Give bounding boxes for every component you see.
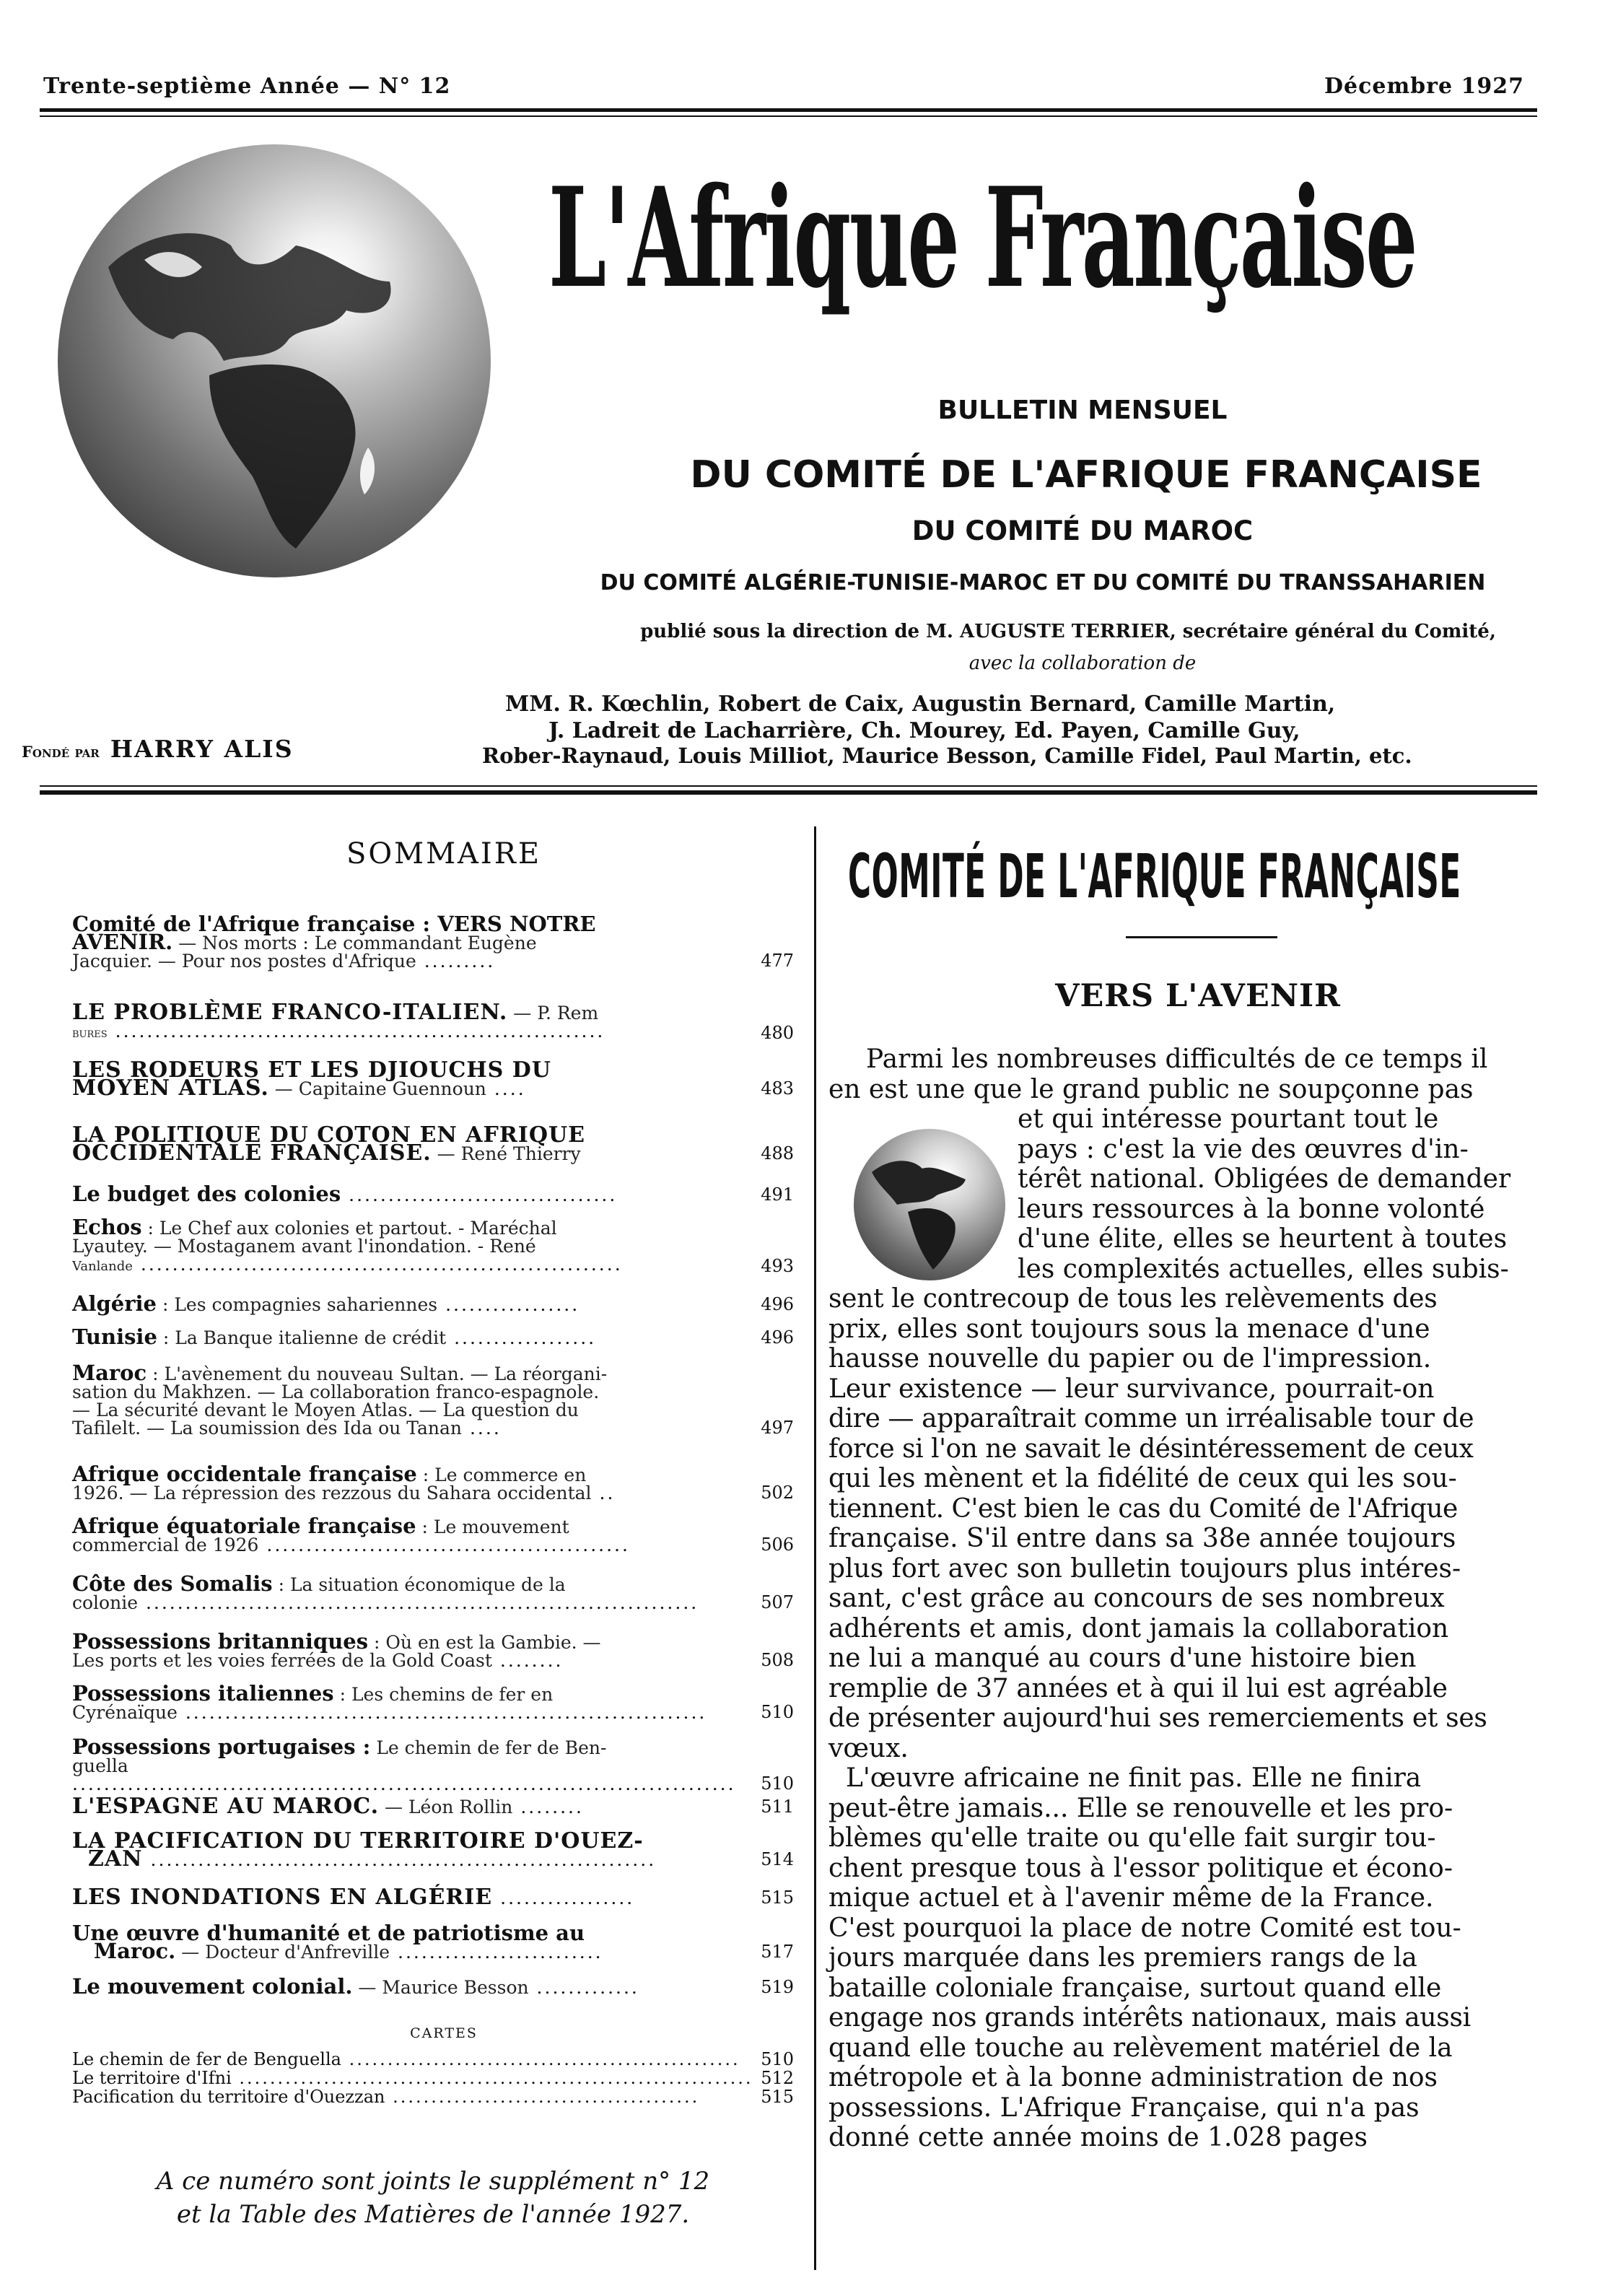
founder-credit	[22, 735, 294, 763]
header-rule-thick	[40, 790, 1537, 795]
article-line: pays : c'est la vie des œuvres d'in-	[1018, 1134, 1469, 1164]
toc-page: 491	[756, 1186, 794, 1204]
sommaire-title: SOMMAIRE	[346, 837, 542, 870]
direction-line: publié sous la direction de M. AUGUSTE TERRIER, secrétaire général du Comité,	[640, 621, 1496, 642]
article-line: prix, elles sont toujours sous la menace d'une	[828, 1314, 1430, 1344]
article-line: plus fort avec son bulletin toujours plus intéres-	[828, 1553, 1461, 1584]
toc-page: 515	[756, 1889, 794, 1907]
article-line: en est une que le grand public ne soupçonne pas	[828, 1074, 1474, 1104]
toc-page: 496	[756, 1329, 794, 1347]
subtitle-comite-maroc: DU COMITÉ DU MAROC	[911, 515, 1254, 546]
toc-page: 483	[756, 1080, 794, 1098]
article-heading: VERS L'AVENIR	[1055, 978, 1341, 1014]
globe-illustration	[58, 144, 491, 577]
toc-item-franco-italien: LE PROBLÈME FRANCO-ITALIEN. — P. Rem bures .............................................................. 480	[72, 1000, 794, 1043]
toc-page: 511	[756, 1798, 794, 1816]
toc-item-ouezzan: LA PACIFICATION DU TERRITOIRE D'OUEZ- ZAN ................................................................ 514	[72, 1828, 794, 1872]
article-line: engage nos grands intérêts nationaux, mais aussi	[828, 2003, 1471, 2033]
article-line: remplie de 37 années et à qui il lui est agréable	[828, 1673, 1448, 1703]
toc-item-somalis: Côte des Somalis : La situation économique de la colonie ...................................................................... 507	[72, 1571, 794, 1613]
issue-date: Décembre 1927	[1324, 74, 1524, 99]
carte-item: Pacification du territoire d'Ouezzan ........................................ 515	[72, 2087, 794, 2107]
article-line: sant, c'est grâce au concours de ses nombreux	[828, 1584, 1445, 1613]
article-line: française. S'il entre dans sa 38e année toujours	[828, 1524, 1456, 1553]
toc-page: 517	[756, 1943, 794, 1961]
article-line: Leur existence — leur survivance, pourrait-on	[828, 1374, 1435, 1404]
toc-item-coton: LA POLITIQUE DU COTON EN AFRIQUE OCCIDENTALE FRANÇAISE. — René Thierry 488	[72, 1122, 794, 1166]
toc-item-aof: Afrique occidentale française : Le commerce en 1926. — La répression des rezzous du Sahara occidental .. 502	[72, 1462, 794, 1503]
toc-page: 510	[756, 1703, 794, 1721]
article-line: ne lui a manqué au cours d'une histoire bien	[828, 1644, 1417, 1673]
article-line: tiennent. C'est bien le cas du Comité de l'Afrique	[828, 1493, 1458, 1524]
top-rule-thin	[40, 115, 1537, 117]
toc-item-oeuvre: Une œuvre d'humanité et de patriotisme au Maroc. — Docteur d'Anfreville .......................... 517	[72, 1921, 794, 1963]
subtitle-bulletin: BULLETIN MENSUEL	[937, 396, 1228, 425]
column-divider	[814, 826, 816, 2270]
article-line: possessions. L'Afrique Française, qui n'a pas	[828, 2092, 1420, 2123]
toc-page: 519	[756, 1978, 794, 1996]
article-line: C'est pourquoi la place de notre Comité est tou-	[828, 1913, 1461, 1943]
toc-page: 496	[756, 1296, 794, 1314]
toc-page: 488	[756, 1145, 794, 1163]
toc-item-italiennes: Possessions italiennes : Les chemins de fer en Cyrénaïque .................................................................. 510	[72, 1681, 794, 1723]
toc-item-britanniques: Possessions britanniques : Où en est la Gambie. — Les ports et les voies ferrées de la Gold Coast ........ 508	[72, 1629, 794, 1671]
toc-item-tunisie: Tunisie : La Banque italienne de crédit .................. 496	[72, 1324, 794, 1349]
toc-page: 493	[756, 1257, 794, 1275]
carte-item: Le chemin de fer de Benguella ................................................... 510	[72, 2049, 794, 2069]
section-title: COMITÉ DE L'AFRIQUE FRANÇAISE	[848, 841, 1461, 912]
article-line: les complexités actuelles, elles subis-	[1018, 1254, 1509, 1284]
toc-page: 514	[756, 1851, 794, 1869]
article-line: qui les mènent et la fidélité de ceux qui les sou-	[828, 1464, 1457, 1493]
toc-item-comite: Comité de l'Afrique française : VERS NOTRE AVENIR. — Nos morts : Le commandant Eugène Jacquier. — Pour nos postes d'Afrique ......... 477	[72, 912, 794, 972]
toc-page: 508	[756, 1651, 794, 1669]
article-line: adhérents et amis, dont jamais la collaboration	[828, 1613, 1449, 1644]
article-body	[828, 1044, 1511, 2153]
toc-page: 502	[756, 1484, 794, 1502]
toc-item-mouvement: Le mouvement colonial. — Maurice Besson ............. 519	[72, 1974, 794, 1999]
cartes-title: CARTES	[410, 2025, 478, 2041]
header-rule-thin	[40, 785, 1537, 787]
toc-item-rodeurs: LES RODEURS ET LES DJIOUCHS DU MOYEN ATLAS. — Capitaine Guennoun .... 483	[72, 1057, 794, 1101]
supplement-note-1: A ce numéro sont joints le supplément n° 12	[156, 2167, 710, 2196]
contributors-line-1: MM. R. Kœchlin, Robert de Caix, Augustin Bernard, Camille Martin,	[505, 691, 1336, 717]
article-line: quand elle touche au relèvement matériel de la	[828, 2033, 1453, 2063]
article-line: force si l'on ne savait le désintéressement de ceux	[828, 1433, 1474, 1464]
contributors-line-3: Rober-Raynaud, Louis Milliot, Maurice Besson, Camille Fidel, Paul Martin, etc.	[482, 743, 1412, 768]
toc-item-portugaises: Possessions portugaises : Le chemin de fer de Ben- guella .................................................................................... 510	[72, 1734, 794, 1794]
article-line: d'une élite, elles se heurtent à toutes	[1018, 1224, 1508, 1254]
issue-number: Trente-septième Année — N° 12	[43, 74, 451, 99]
toc-item-aef: Afrique équatoriale française : Le mouvement commercial de 1926 .............................................. 506	[72, 1514, 794, 1555]
masthead-title: L'Afrique Française	[548, 157, 1417, 318]
contributors-line-2: J. Ladreit de Lacharrière, Ch. Mourey, Ed. Payen, Camille Guy,	[548, 718, 1300, 743]
top-rule	[40, 108, 1537, 112]
toc-item-maroc: Maroc : L'avènement du nouveau Sultan. — La réorgani- sation du Makhzen. — La collaboration franco-espagnole. — La sécurité devant le Moyen Atlas. — La question du Tafilelt. — La soumission des Ida ou Tanan .... 497	[72, 1361, 794, 1439]
article-line: blèmes qu'elle traite ou qu'elle fait surgir tou-	[828, 1823, 1436, 1853]
article-line: leurs ressources à la bonne volonté	[1018, 1194, 1485, 1224]
toc-page: 507	[756, 1594, 794, 1612]
carte-item: Le territoire d'Ifni ................................................................... 512	[72, 2068, 794, 2088]
article-line: donné cette année moins de 1.028 pages	[828, 2123, 1368, 2152]
article-line: bataille coloniale française, surtout quand elle	[828, 1973, 1442, 2003]
subtitle-comites: DU COMITÉ ALGÉRIE-TUNISIE-MAROC ET DU COMITÉ DU TRANSSAHARIEN	[600, 570, 1486, 595]
article-line: térêt national. Obligées de demander	[1018, 1164, 1511, 1194]
toc-item-echos: Echos : Le Chef aux colonies et partout. - Maréchal Lyautey. — Mostaganem avant l'inondation. - René Vanlande ............................................................. 493	[72, 1215, 794, 1276]
subtitle-comite-afrique: DU COMITÉ DE L'AFRIQUE FRANÇAISE	[690, 453, 1482, 497]
toc-page: 506	[756, 1536, 794, 1554]
article-line: métropole et à la bonne administration de nos	[828, 2063, 1438, 2092]
article-line: Parmi les nombreuses difficultés de ce temps il	[866, 1044, 1488, 1074]
toc-item-espagne: L'ESPAGNE AU MAROC. — Léon Rollin ........ 511	[72, 1794, 794, 1819]
toc-item-inondations: LES INONDATIONS EN ALGÉRIE ................. 515	[72, 1885, 794, 1910]
collaboration-line: avec la collaboration de	[968, 652, 1197, 674]
article-line: sent le contrecoup de tous les relèvements des	[828, 1284, 1438, 1314]
toc-page: 480	[756, 1024, 794, 1042]
toc-item-budget: Le budget des colonies .................................. 491	[72, 1182, 794, 1206]
toc-item-algerie: Algérie : Les compagnies sahariennes ................. 496	[72, 1291, 794, 1316]
article-line: et qui intéresse pourtant tout le	[1018, 1104, 1439, 1134]
article-line: vœux.	[828, 1733, 909, 1763]
article-line: jours marquée dans les premiers rangs de la	[828, 1943, 1417, 1973]
article-line: hausse nouvelle du papier ou de l'impression.	[828, 1344, 1432, 1374]
article-line: mique actuel et à l'avenir même de la France.	[828, 1883, 1434, 1913]
toc-page: 477	[756, 952, 794, 970]
article-line: de présenter aujourd'hui ses remerciements et ses	[828, 1703, 1487, 1733]
globe-map-icon	[58, 144, 491, 577]
toc-page: 497	[756, 1419, 794, 1437]
toc-page: 510	[756, 1775, 794, 1793]
founder-name: HARRY ALIS	[110, 735, 294, 763]
article-line: L'œuvre africaine ne finit pas. Elle ne finira	[846, 1763, 1422, 1793]
article-line: chent presque tous à l'essor politique et écono-	[828, 1853, 1453, 1883]
founder-prefix: Fondé par	[22, 743, 100, 761]
article-line: dire — apparaîtrait comme un irréalisable tour de	[828, 1404, 1474, 1433]
section-rule	[1126, 936, 1277, 938]
supplement-note-2: et la Table des Matières de l'année 1927.	[176, 2200, 690, 2229]
article-line: peut-être jamais... Elle se renouvelle et les pro-	[828, 1793, 1453, 1823]
